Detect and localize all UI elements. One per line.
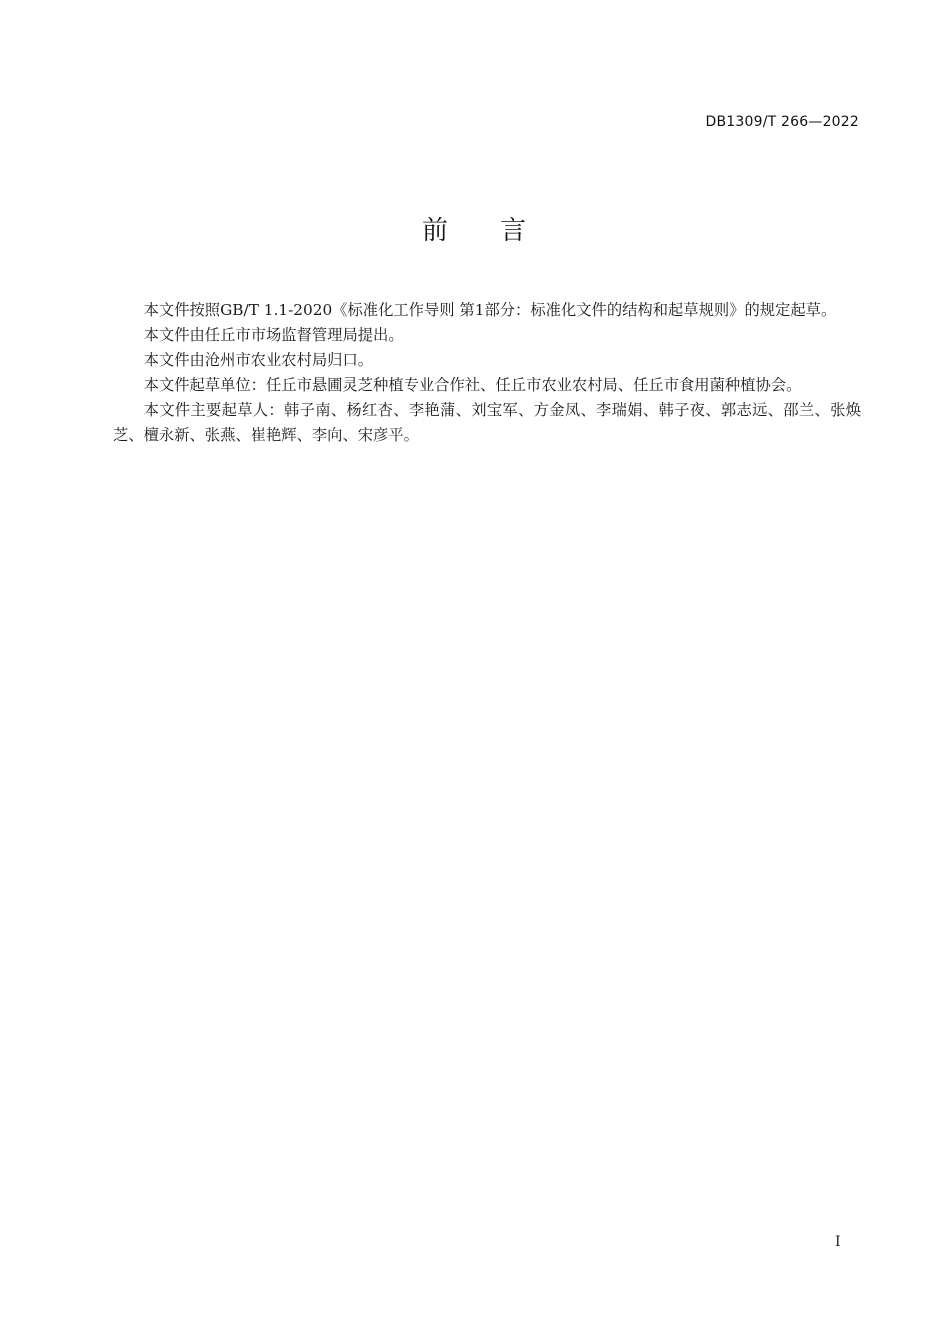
paragraph-centralized-unit: 本文件由沧州市农业农村局归口。: [143, 351, 374, 369]
paragraph-proposer: 本文件由任丘市市场监督管理局提出。: [143, 326, 404, 344]
document-code: DB1309/T 266—2022: [705, 114, 859, 130]
page-title: [0, 210, 950, 247]
paragraph-drafters: 本文件主要起草人：韩子南、杨红杏、李艳蒲、刘宝军、方金凤、李瑞娟、韩子夜、郭志远、邵兰、张焕芝、檀永新、张燕、崔艳辉、李向、宋彦平。: [113, 401, 861, 444]
paragraph-drafting-basis: 本文件按照GB/T 1.1-2020《标准化工作导则 第1部分：标准化文件的结构和起草规则》的规定起草。: [143, 301, 837, 319]
paragraph-drafting-units: 本文件起草单位：任丘市悬圃灵芝种植专业合作社、任丘市农业农村局、任丘市食用菌种植协会。: [143, 376, 802, 394]
title-char-2: 言: [500, 216, 529, 246]
title-char-1: 前: [421, 216, 450, 246]
foreword-body: [113, 298, 861, 448]
page-number: I: [835, 1234, 841, 1250]
